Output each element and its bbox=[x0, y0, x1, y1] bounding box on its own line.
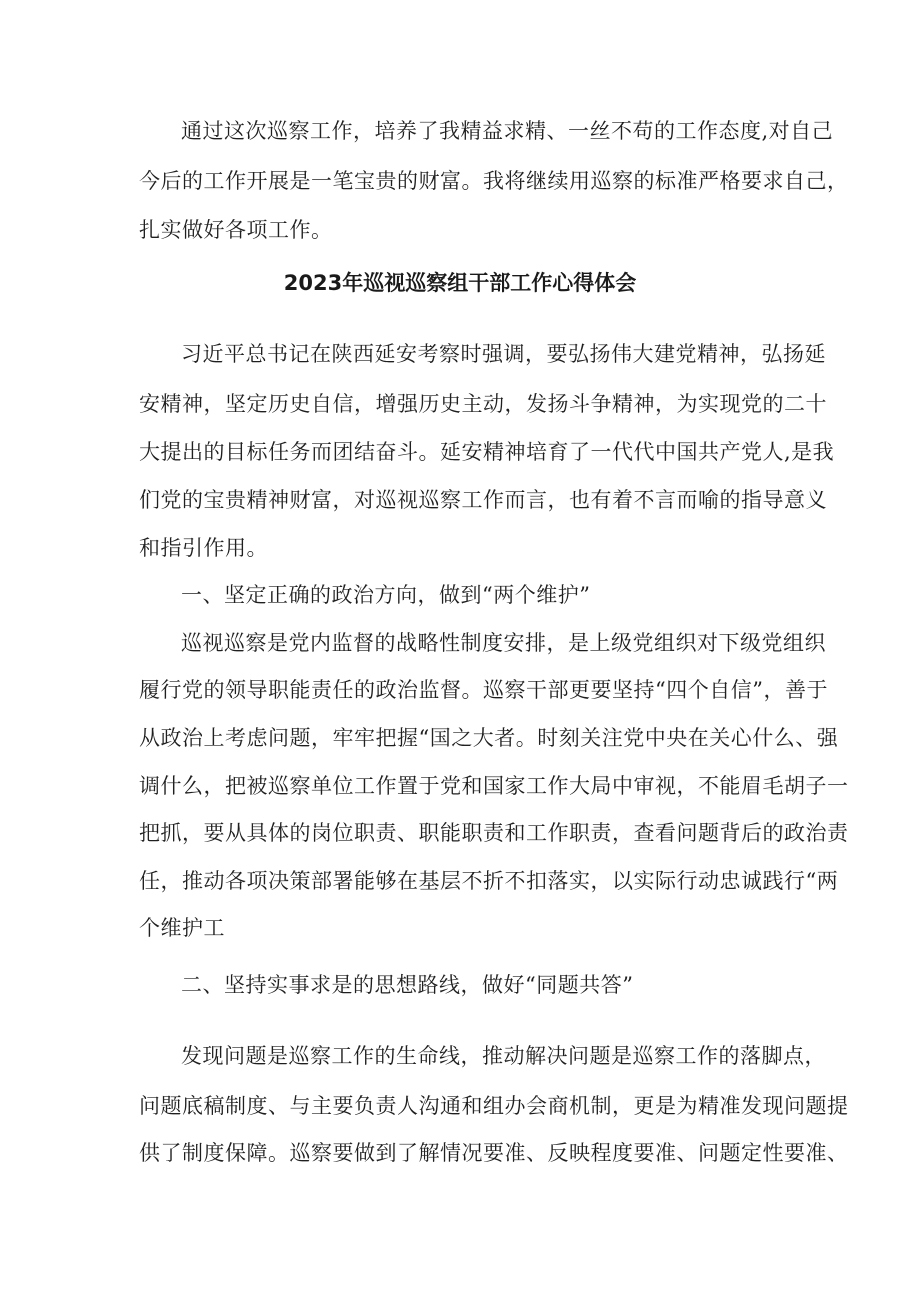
intro-line: 今后的工作开展是一笔宝贵的财富。我将继续用巡察的标准严格要求自己， bbox=[139, 169, 849, 193]
paragraph-line: 调什么，把被巡察单位工作置于党和国家工作大局中审视，不能眉毛胡子一 bbox=[139, 774, 849, 798]
intro-line: 通过这次巡察工作，培养了我精益求精、一丝不苟的工作态度,对自己 bbox=[181, 119, 834, 143]
intro-line: 扎实做好各项工作。 bbox=[139, 218, 333, 242]
paragraph-line: 和指引作用。 bbox=[139, 536, 268, 560]
paragraph-line: 巡视巡察是党内监督的战略性制度安排，是上级党组织对下级党组织 bbox=[181, 631, 826, 655]
paragraph-line: 把抓，要从具体的岗位职责、职能职责和工作职责，查看问题背后的政治责 bbox=[139, 821, 849, 845]
document-title: 2023年巡视巡察组干部工作心得体会 bbox=[283, 271, 637, 295]
paragraph-line: 安精神，坚定历史自信，增强历史主动，发扬斗争精神，为实现党的二十 bbox=[139, 392, 827, 416]
paragraph-line: 供了制度保障。巡察要做到了解情况要准、反映程度要准、问题定性要准、 bbox=[139, 1141, 849, 1165]
section-heading: 一、坚定正确的政治方向，做到“两个维护” bbox=[181, 583, 591, 607]
paragraph-line: 履行党的领导职能责任的政治监督。巡察干部更要坚持“四个自信”，善于 bbox=[139, 678, 828, 702]
paragraph-line: 个维护工 bbox=[139, 916, 225, 940]
paragraph-line: 问题底稿制度、与主要负责人沟通和组办会商机制，更是为精准发现问题提 bbox=[139, 1094, 849, 1118]
paragraph-line: 大提出的目标任务而团结奋斗。延安精神培育了一代代中国共产党人,是我 bbox=[139, 440, 835, 464]
section-heading: 二、坚持实事求是的思想路线，做好“同题共答” bbox=[181, 973, 634, 997]
paragraph-line: 习近平总书记在陕西延安考察时强调，要弘扬伟大建党精神，弘扬延 bbox=[181, 342, 826, 366]
paragraph-line: 发现问题是巡察工作的生命线，推动解决问题是巡察工作的落脚点， bbox=[181, 1044, 826, 1068]
paragraph-line: 从政治上考虑问题，牢牢把握“国之大者。时刻关注党中央在关心什么、强 bbox=[139, 726, 839, 750]
paragraph-line: 任，推动各项决策部署能够在基层不折不扣落实，以实际行动忠诚践行“两 bbox=[139, 869, 839, 893]
paragraph-line: 们党的宝贵精神财富，对巡视巡察工作而言，也有着不言而喻的指导意义 bbox=[139, 488, 827, 512]
